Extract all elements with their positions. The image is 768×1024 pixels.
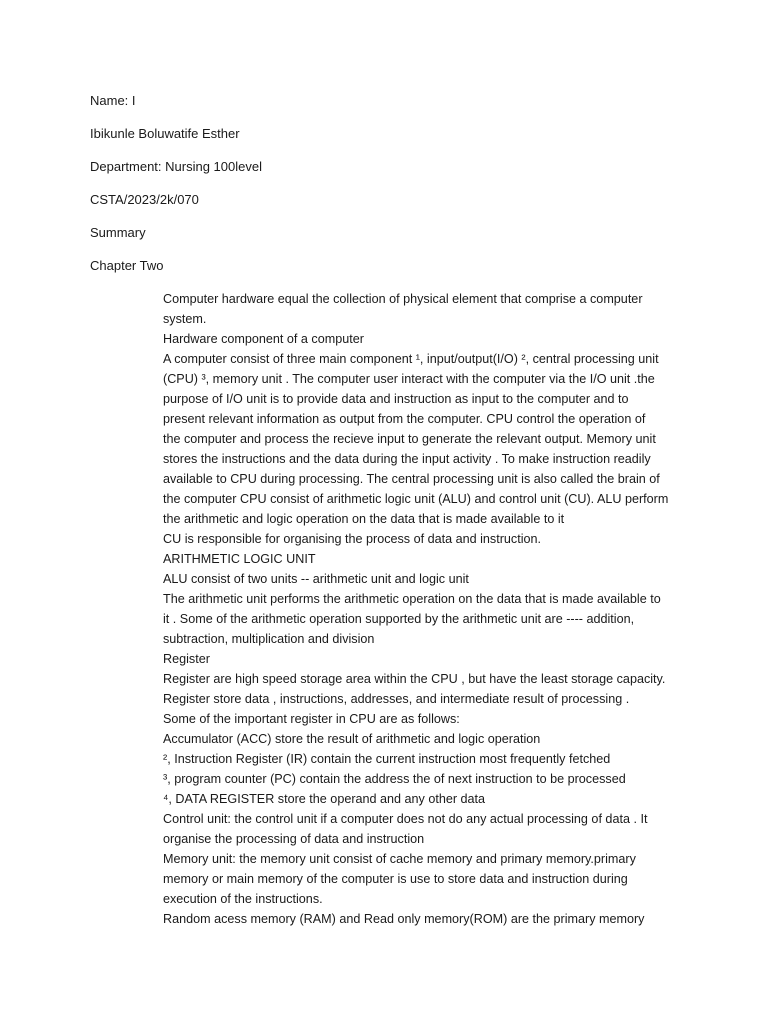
body-text-line: organise the processing of data and instruction xyxy=(163,832,425,846)
body-text-line: the arithmetic and logic operation on the data that is made available to it xyxy=(163,512,565,526)
body-text-line: ⁴, DATA REGISTER store the operand and any other data xyxy=(163,792,486,806)
body-text-line: system. xyxy=(163,312,207,326)
name-line: Name: I xyxy=(90,93,136,108)
body-text-line: subtraction, multiplication and division xyxy=(163,632,375,646)
body-text-line: it . Some of the arithmetic operation supported by the arithmetic unit are ---- addition, xyxy=(163,612,635,626)
body-text-line: Random acess memory (RAM) and Read only memory(ROM) are the primary memory xyxy=(163,912,645,926)
body-text-line: ALU consist of two units -- arithmetic unit and logic unit xyxy=(163,572,469,586)
body-text-line: Computer hardware equal the collection of physical element that comprise a computer xyxy=(163,292,643,306)
body-text-line: available to CPU during processing. The central processing unit is also called the brain of xyxy=(163,472,660,486)
body-text-line: present relevant information as output from the computer. CPU control the operation of xyxy=(163,412,646,426)
department-line: Department: Nursing 100level xyxy=(90,159,262,174)
body-text-line: the computer CPU consist of arithmetic logic unit (ALU) and control unit (CU). ALU perform xyxy=(163,492,669,506)
body-text-line: the computer and process the recieve input to generate the relevant output. Memory unit xyxy=(163,432,656,446)
matric-number: CSTA/2023/2k/070 xyxy=(90,192,199,207)
body-text-line: execution of the instructions. xyxy=(163,892,323,906)
body-text-line: Register store data , instructions, addresses, and intermediate result of processing . xyxy=(163,692,630,706)
body-text-line: The arithmetic unit performs the arithmetic operation on the data that is made available to xyxy=(163,592,661,606)
body-text-line: Register xyxy=(163,652,210,666)
body-text-line: (CPU) ³, memory unit . The computer user interact with the computer via the I/O unit .the xyxy=(163,372,655,386)
body-text-line: Accumulator (ACC) store the result of arithmetic and logic operation xyxy=(163,732,541,746)
summary-heading: Summary xyxy=(90,225,146,240)
body-text-line: CU is responsible for organising the process of data and instruction. xyxy=(163,532,542,546)
body-text-line: ², Instruction Register (IR) contain the current instruction most frequently fetched xyxy=(163,752,611,766)
body-text-line: ³, program counter (PC) contain the address the of next instruction to be processed xyxy=(163,772,626,786)
body-text-line: Register are high speed storage area within the CPU , but have the least storage capacity. xyxy=(163,672,666,686)
body-text-line: Memory unit: the memory unit consist of cache memory and primary memory.primary xyxy=(163,852,636,866)
summary-body xyxy=(163,289,683,929)
chapter-heading: Chapter Two xyxy=(90,258,164,273)
body-text-line: ARITHMETIC LOGIC UNIT xyxy=(163,552,316,566)
document-header xyxy=(90,92,690,290)
body-text-line: A computer consist of three main component ¹, input/output(I/O) ², central processing unit xyxy=(163,352,659,366)
body-text-line: purpose of I/O unit is to provide data and instruction as input to the computer and to xyxy=(163,392,629,406)
body-text-line: stores the instructions and the data during the input activity . To make instruction readily xyxy=(163,452,651,466)
body-text-line: Hardware component of a computer xyxy=(163,332,364,346)
student-name: Ibikunle Boluwatife Esther xyxy=(90,126,240,141)
body-text-line: Some of the important register in CPU are as follows: xyxy=(163,712,460,726)
body-text-line: memory or main memory of the computer is use to store data and instruction during xyxy=(163,872,628,886)
body-text-line: Control unit: the control unit if a computer does not do any actual processing of data . It xyxy=(163,812,648,826)
